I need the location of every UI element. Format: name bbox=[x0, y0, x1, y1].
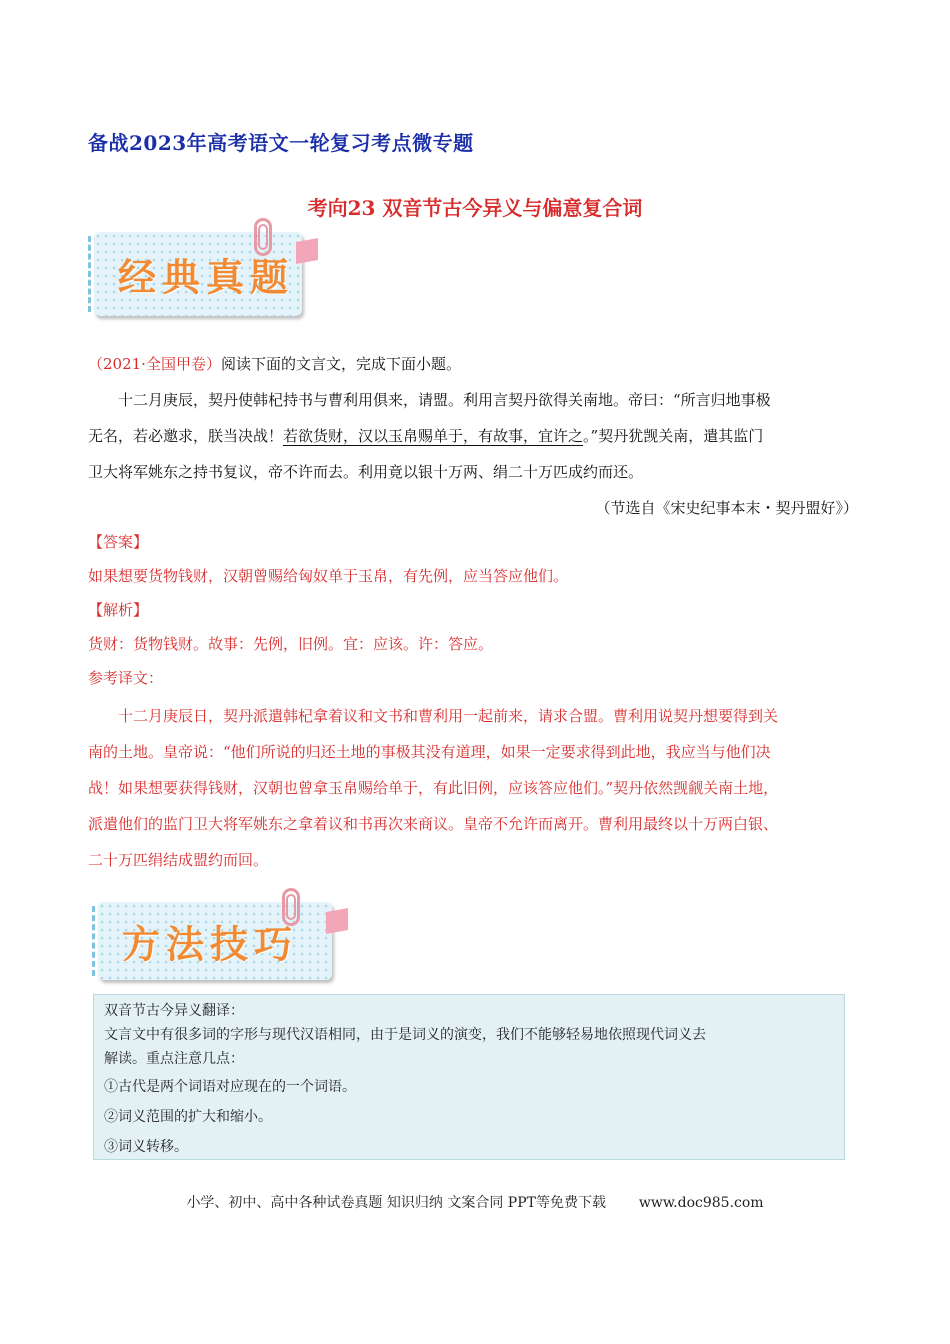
passage-line-2 bbox=[88, 418, 858, 454]
analysis-text: 货财：货物钱财。故事：先例，旧例。宜：应该。许：答应。 bbox=[88, 635, 494, 653]
footer-url[interactable]: www.doc985.com bbox=[638, 1195, 764, 1211]
footer-text: 小学、初中、高中各种试卷真题 知识归纳 文案合同 PPT等免费下载 bbox=[186, 1195, 606, 1211]
translation-label: 参考译文： bbox=[88, 669, 164, 687]
method-point: ①古代是两个词语对应现在的一个词语。 bbox=[104, 1079, 356, 1095]
banner-label: 经典真题 bbox=[118, 255, 295, 300]
footer bbox=[0, 1192, 950, 1212]
classic-questions-banner bbox=[94, 232, 302, 316]
passage-line-2-end: 。”契丹犹觊关南，遣其监门 bbox=[583, 427, 764, 445]
translation-line: 南的土地。皇帝说：“他们所说的归还土地的事极其没有道理，如果一定要求得到此地，我应当与他们决 bbox=[88, 743, 771, 761]
ribbon-tab-icon bbox=[296, 238, 318, 264]
question-intro bbox=[88, 346, 858, 382]
analysis-heading: 【解析】 bbox=[88, 601, 149, 619]
topic-title: 考向23 双音节古今异义与偏意复合词 bbox=[307, 196, 643, 220]
question-prompt: 阅读下面的文言文，完成下面小题。 bbox=[220, 355, 461, 373]
series-title: 备战2023年高考语文一轮复习考点微专题 bbox=[88, 131, 474, 155]
translation-line: 派遣他们的监门卫大将军姚东之拿着议和书再次来商议。皇帝不允许而离开。曹利用最终以十万两白银、 bbox=[88, 815, 779, 833]
method-banner bbox=[98, 902, 332, 980]
ribbon-tab-icon bbox=[326, 908, 348, 934]
passage-line-3: 卫大将军姚东之持书复议，帝不许而去。利用竟以银十万两、绢二十万匹成约而还。 bbox=[88, 463, 644, 481]
method-point: ②词义范围的扩大和缩小。 bbox=[104, 1109, 272, 1125]
translation-line: 二十万匹绢结成盟约而回。 bbox=[88, 851, 269, 869]
translation-line: 战！如果想要获得钱财，汉朝也曾拿玉帛赐给单于，有此旧例，应该答应他们。”契丹依然觊觎关南土地， bbox=[88, 779, 779, 797]
answer-text: 如果想要货物钱财，汉朝曾赐给匈奴单于玉帛，有先例，应当答应他们。 bbox=[88, 567, 569, 585]
translation-line: 十二月庚辰日，契丹派遣韩杞拿着议和文书和曹利用一起前来，请求合盟。曹利用说契丹想要得到关 bbox=[118, 707, 779, 725]
passage-citation: （节选自《宋史纪事本末・契丹盟好》） bbox=[595, 499, 858, 517]
underlined-sentence: 若欲货财，汉以玉帛赐单于，有故事，宜许之 bbox=[283, 427, 584, 445]
method-box bbox=[93, 994, 845, 1160]
passage-line-2-start: 无名，若必邀求，朕当决战！ bbox=[88, 427, 284, 445]
method-point: ③词义转移。 bbox=[104, 1139, 188, 1155]
passage-line-1: 十二月庚辰，契丹使韩杞持书与曹利用俱来，请盟。利用言契丹欲得关南地。帝曰：“所言归地事极 bbox=[118, 391, 771, 409]
method-heading: 双音节古今异义翻译： bbox=[104, 1003, 244, 1019]
answer-heading: 【答案】 bbox=[88, 533, 149, 551]
method-intro-line: 文言文中有很多词的字形与现代汉语相同，由于是词义的演变，我们不能够轻易地依照现代词义去 bbox=[104, 1027, 706, 1043]
question-source: （2021·全国甲卷） bbox=[88, 355, 221, 373]
banner-stitch-edge bbox=[88, 236, 103, 312]
banner-stitch-edge bbox=[92, 906, 107, 976]
banner-label: 方法技巧 bbox=[122, 922, 299, 967]
method-intro-line: 解读。重点注意几点： bbox=[104, 1051, 244, 1067]
